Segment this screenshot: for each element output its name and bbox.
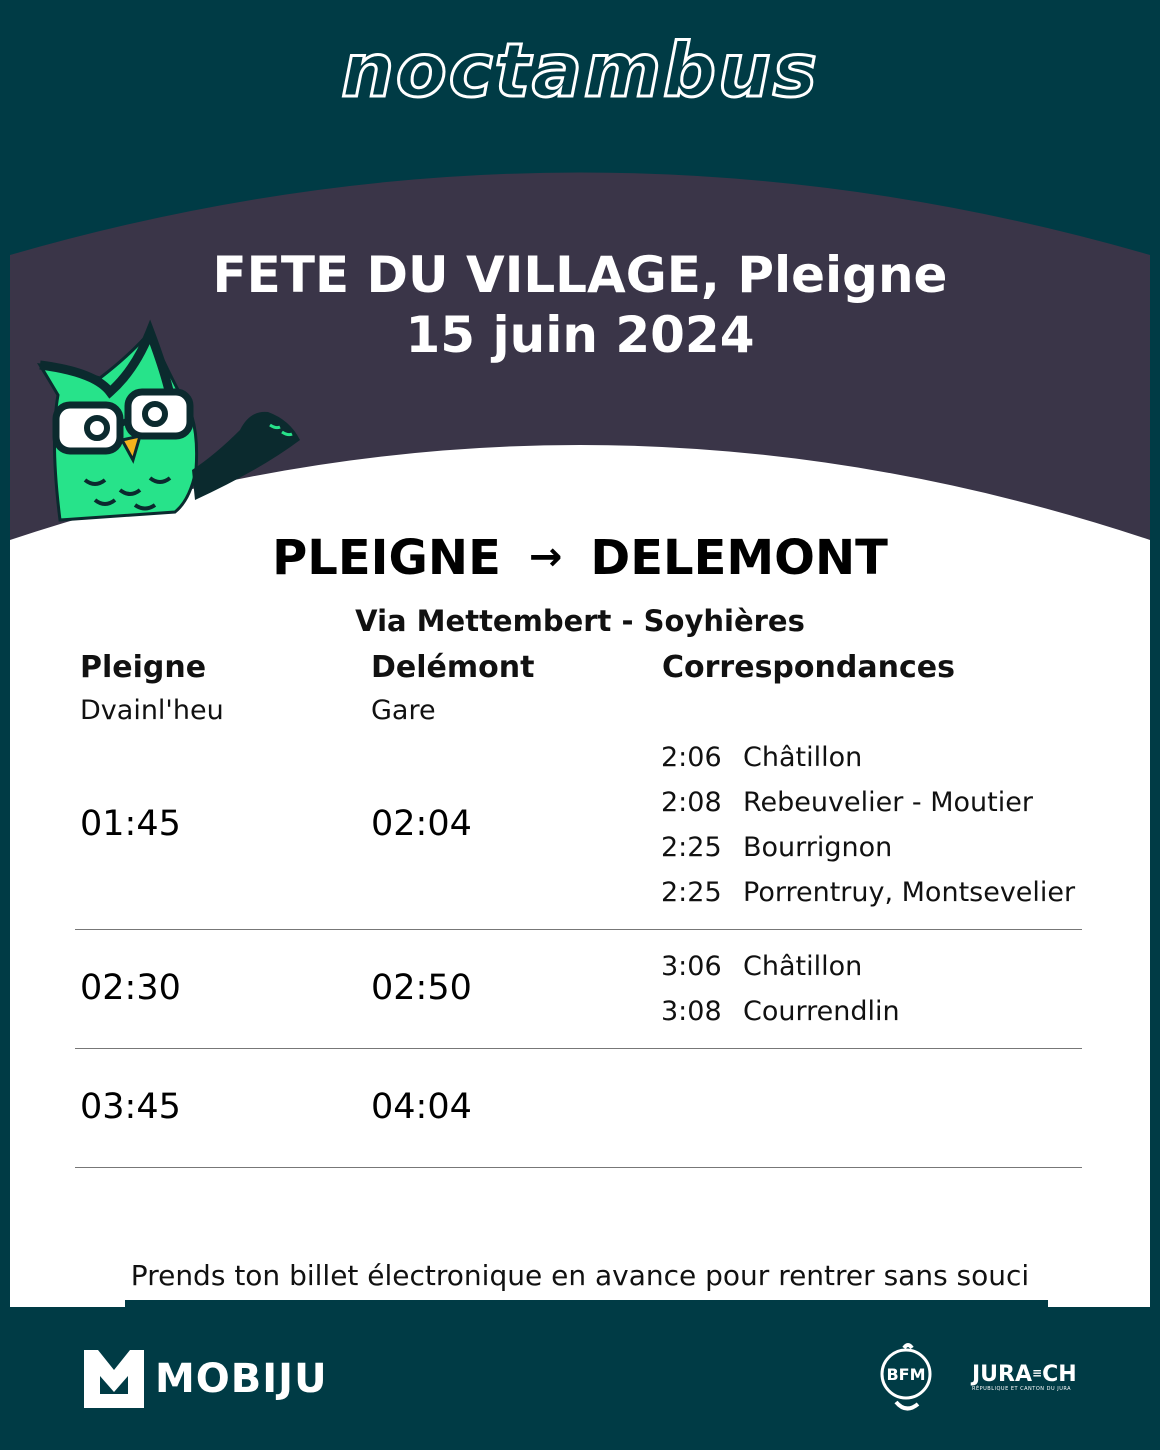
bfm-logo-icon (878, 1342, 934, 1414)
bfm-label: BFM (886, 1365, 926, 1384)
connection-time: 2:25 (661, 877, 722, 908)
event-title: FETE DU VILLAGE, Pleigne (212, 246, 948, 304)
origin-stop: Dvainl'heu (80, 695, 224, 726)
connection-item (661, 787, 1033, 818)
route-to: DELEMONT (590, 530, 888, 586)
connection-destination: Porrentruy, Montsevelier (743, 877, 1076, 908)
noctambus-logo: noctambus (341, 28, 819, 114)
jura-separator-icon: ≡ (1032, 1366, 1043, 1380)
connections-header: Correspondances (662, 650, 955, 685)
connection-item (661, 877, 1075, 908)
origin-header: Pleigne (80, 650, 207, 685)
row-divider (75, 929, 1082, 930)
jura-ch: CH (1042, 1362, 1077, 1387)
connection-time: 3:06 (661, 951, 722, 982)
route-heading (0, 530, 1160, 586)
connection-time: 3:08 (661, 996, 722, 1027)
connection-item (661, 996, 900, 1027)
depart-time: 01:45 (80, 804, 181, 844)
connection-item (661, 951, 862, 982)
jura-name: JURA (972, 1362, 1033, 1387)
event-date: 15 juin 2024 (405, 306, 755, 364)
ticket-note: Prends ton billet électronique en avance pour rentrer sans souci (130, 1259, 1030, 1292)
row-divider (75, 1048, 1082, 1049)
connection-time: 2:08 (661, 787, 722, 818)
connection-destination: Rebeuvelier - Moutier (743, 787, 1033, 818)
destination-header: Delémont (371, 650, 535, 685)
mobiju-logo-icon (84, 1350, 144, 1408)
destination-stop: Gare (371, 695, 436, 726)
arrive-time: 02:50 (371, 968, 472, 1008)
connection-destination: Châtillon (743, 742, 863, 773)
jura-subtitle: RÉPUBLIQUE ET CANTON DU JURA (972, 1386, 1072, 1392)
connection-destination: Courrendlin (743, 996, 900, 1027)
connection-destination: Châtillon (743, 951, 863, 982)
connection-item (661, 832, 892, 863)
route-via: Via Mettembert - Soyhières (355, 604, 805, 638)
connection-time: 2:25 (661, 832, 722, 863)
route-from: PLEIGNE (272, 530, 501, 586)
row-divider (75, 1167, 1082, 1168)
arrow-right-icon: → (528, 534, 563, 580)
depart-time: 03:45 (80, 1087, 181, 1127)
depart-time: 02:30 (80, 968, 181, 1008)
connection-time: 2:06 (661, 742, 722, 773)
jura-wordmark (972, 1362, 1077, 1387)
connection-item (661, 742, 862, 773)
arrive-time: 04:04 (371, 1087, 472, 1127)
connection-destination: Bourrignon (743, 832, 893, 863)
arrive-time: 02:04 (371, 804, 472, 844)
mobiju-wordmark: MOBIJU (155, 1356, 328, 1402)
